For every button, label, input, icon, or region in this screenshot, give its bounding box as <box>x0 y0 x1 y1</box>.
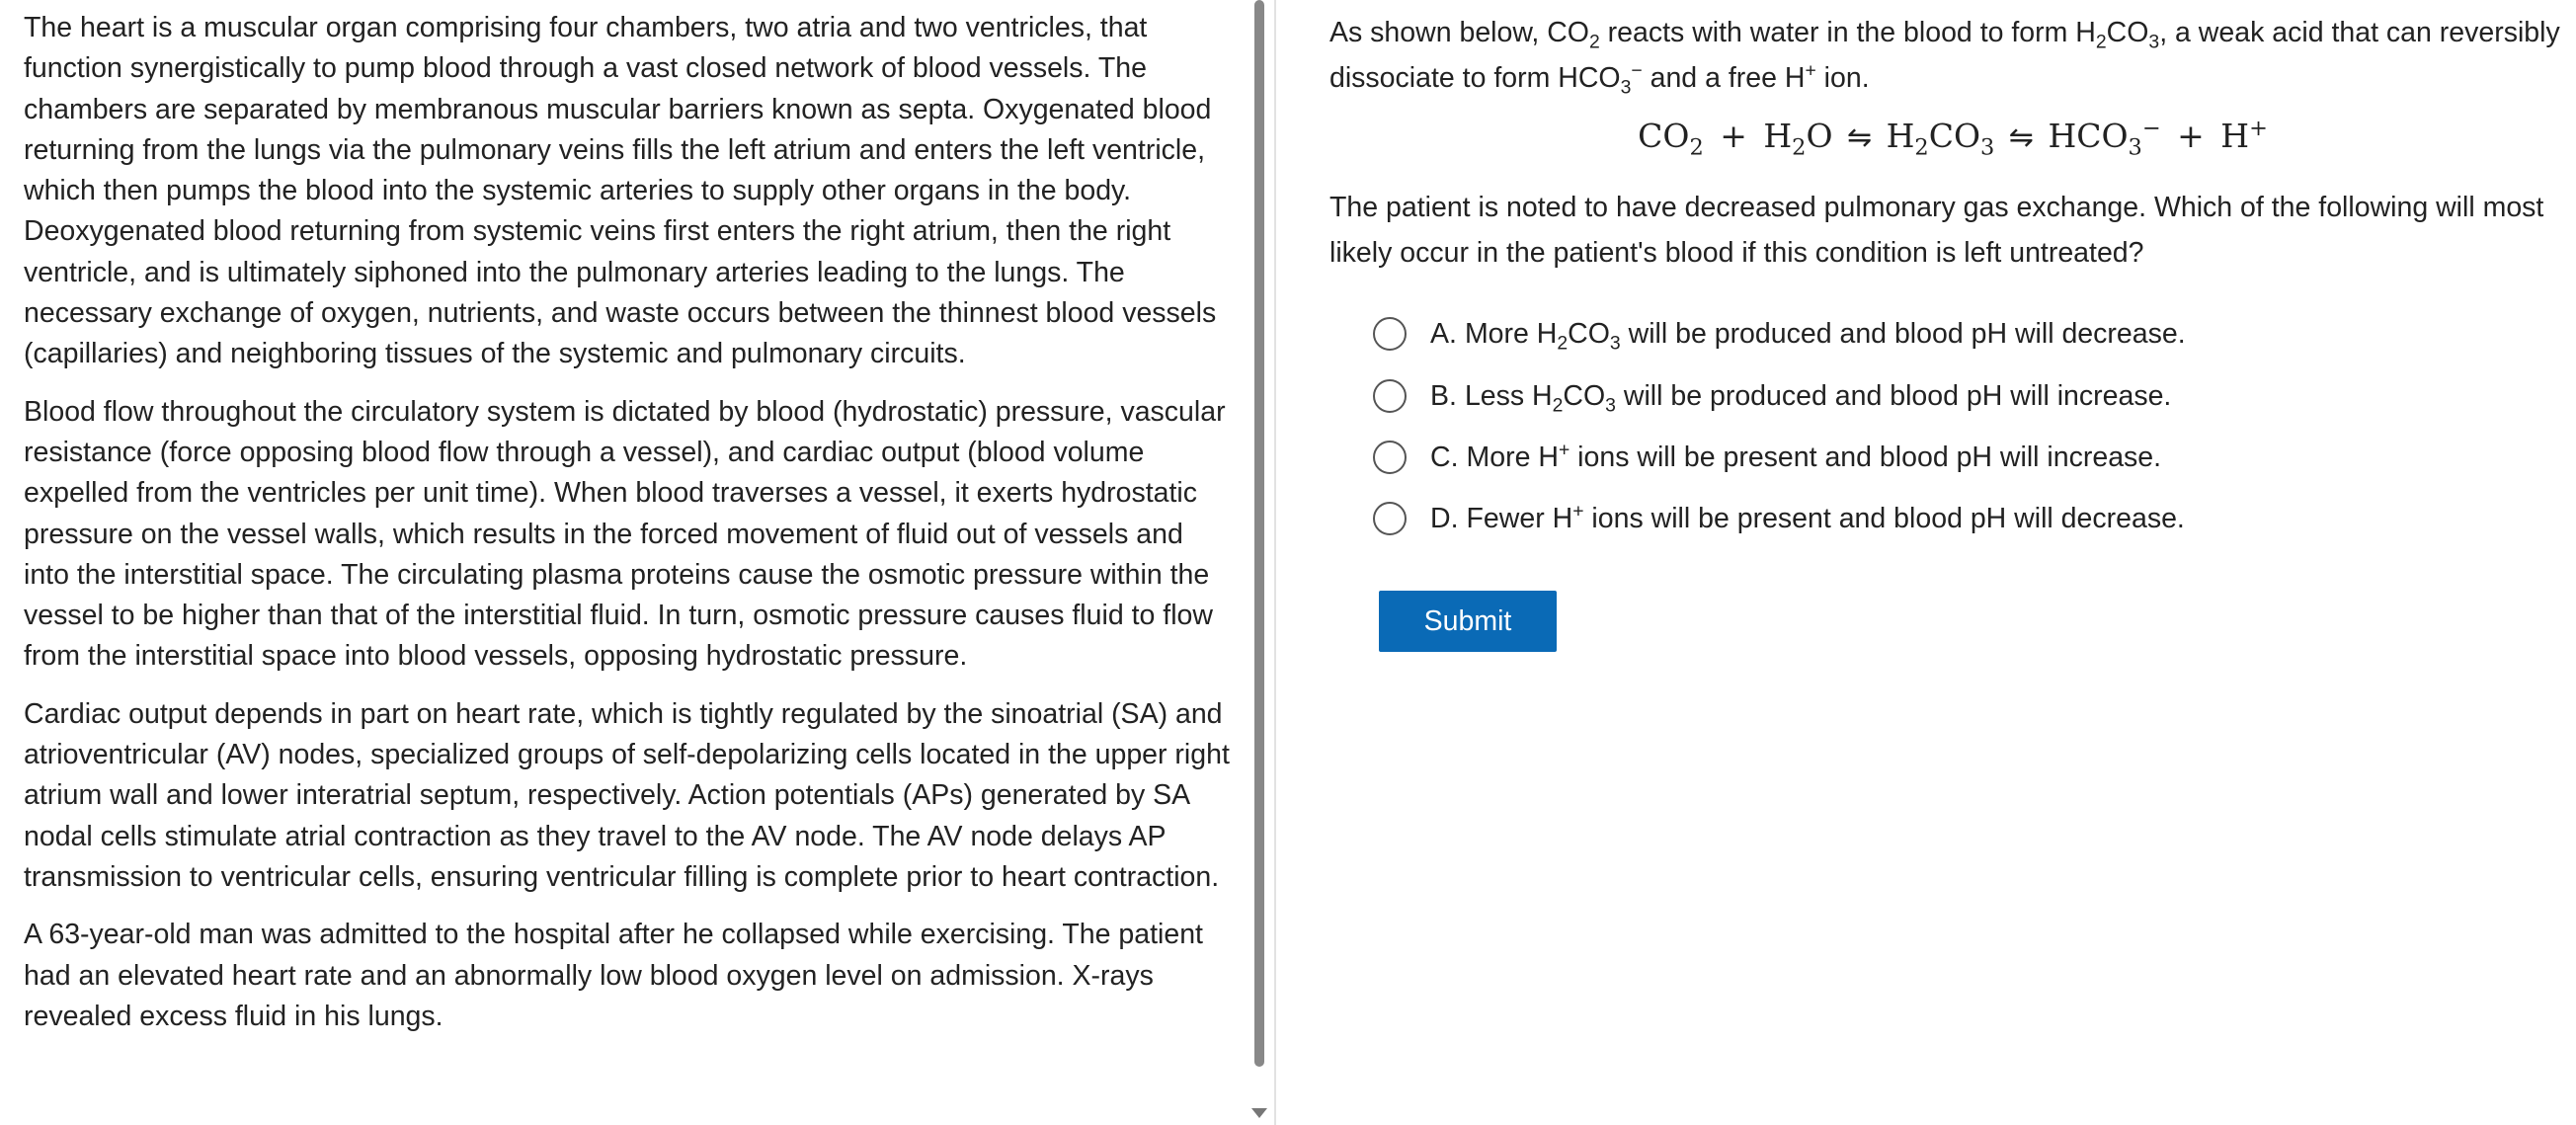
subscript: 2 <box>1588 31 1600 53</box>
intro-text: , a weak acid that can reversibly dissociate to form HCO <box>1329 17 2560 94</box>
equation-subscript: 3 <box>2128 134 2142 161</box>
subscript: 2 <box>1557 332 1569 355</box>
subscript: 2 <box>1552 394 1564 417</box>
choice-text-part: CO <box>1568 317 1610 350</box>
answer-choice-text[interactable] <box>1430 439 2162 474</box>
equation-term: HCO <box>2048 117 2129 155</box>
intro-text: reacts with water in the blood to form H <box>1599 17 2096 48</box>
passage-paragraph-3: Cardiac output depends in part on heart rate, which is tightly regulated by the sinoatrial (SA) and atrioventricular (AV) nodes, specialized groups of self-depolarizing cells located in the upper right atrium wall and lower interatrial septum, respectively. Action potentials (APs) generated by SA nodal cells stimulate atrial contraction as they travel to the AV node. The AV node delays AP transmission to ventricular cells, ensuring ventricular filling is complete prior to heart contraction. <box>24 697 1230 893</box>
answer-choice-d[interactable] <box>1373 497 2185 540</box>
subscript: 2 <box>2095 31 2107 53</box>
equation-subscript: 2 <box>1914 134 1929 161</box>
subscript: 3 <box>1620 76 1632 99</box>
answer-choice-c[interactable] <box>1373 436 2161 479</box>
intro-text: ion. <box>1815 62 1870 94</box>
intro-text: As shown below, CO <box>1329 17 1589 48</box>
radio-button-a[interactable] <box>1373 317 1407 351</box>
passage-paragraph-1: The heart is a muscular organ comprising four chambers, two atria and two ventricles, that function synergistically to pump blood through a vast closed network of blood vessels. The chambers are separated by membranous muscular barriers known as septa. Oxygenated blood returning from the lungs via the pulmonary veins fills the left atrium and enters the left ventricle, which then pumps the blood into the systemic arteries to supply other organs in the body. Deoxygenated blood returning from systemic veins first enters the right atrium, then the right ventricle, and is ultimately siphoned into the pulmonary arteries leading to the lungs. The necessary exchange of oxygen, nutrients, and waste occurs between the thinnest blood vessels (capillaries) and neighboring tissues of the systemic and pulmonary circuits. <box>24 12 1217 370</box>
choice-letter: B. <box>1430 379 1457 412</box>
chemical-equation <box>1329 116 2576 161</box>
intro-text: CO <box>2106 17 2149 48</box>
superscript: + <box>1805 59 1816 82</box>
superscript: − <box>1631 59 1643 82</box>
choice-text-part: More H <box>1464 317 1558 350</box>
subscript: 3 <box>1609 332 1621 355</box>
radio-button-d[interactable] <box>1373 502 1407 535</box>
scrollbar-thumb[interactable] <box>1254 0 1264 1067</box>
choice-text-part: CO <box>1563 379 1606 412</box>
choice-letter: D. <box>1430 502 1459 534</box>
equation-term: O <box>1806 117 1833 155</box>
answer-choice-text[interactable] <box>1430 317 2186 355</box>
superscript: + <box>1572 500 1584 522</box>
scroll-down-arrow-icon[interactable] <box>1251 1108 1267 1118</box>
passage-scrollbar[interactable] <box>1247 0 1272 1125</box>
equation-term: H <box>2220 117 2250 155</box>
choice-text-part: ions will be present and blood pH will increase. <box>1570 441 2162 473</box>
intro-text: and a free H <box>1642 62 1806 94</box>
equation-term: H <box>1763 117 1793 155</box>
submit-button[interactable]: Submit <box>1379 591 1557 652</box>
choice-letter: C. <box>1430 441 1459 473</box>
choice-text-part: More H <box>1466 441 1559 473</box>
question-stem: The patient is noted to have decreased pulmonary gas exchange. Which of the following will most likely occur in the patient's blood if this condition is left untreated? <box>1329 192 2544 269</box>
choice-letter: A. <box>1430 317 1457 350</box>
equation-term: CO <box>1638 117 1690 155</box>
answer-choice-b[interactable] <box>1373 374 2171 418</box>
answer-choice-a[interactable] <box>1373 312 2186 356</box>
equation-plus: + <box>1720 117 1747 155</box>
equation-superscript: + <box>2249 116 2268 141</box>
equation-plus: + <box>2177 117 2205 155</box>
question-pane <box>1329 0 2576 1125</box>
equation-term: CO <box>1928 117 1981 155</box>
passage-paragraph-4: A 63-year-old man was admitted to the hospital after he collapsed while exercising. The patient had an elevated heart rate and an abnormally low blood oxygen level on admission. X-rays revealed excess fluid in his lungs. <box>24 919 1203 1032</box>
pane-divider <box>1274 0 1276 1125</box>
choice-text-part: ions will be present and blood pH will decrease. <box>1583 502 2185 534</box>
equation-term: H <box>1886 117 1915 155</box>
passage-pane <box>0 0 1247 1125</box>
subscript: 3 <box>1605 394 1616 417</box>
question-intro <box>1329 10 2576 101</box>
equation-superscript: − <box>2141 116 2161 141</box>
equilibrium-arrow-icon: ⇋ <box>2008 121 2034 155</box>
subscript: 3 <box>2148 31 2160 53</box>
radio-button-c[interactable] <box>1373 441 1407 474</box>
choice-text-part: will be produced and blood pH will decrease. <box>1620 317 2186 350</box>
passage-paragraph-2: Blood flow throughout the circulatory system is dictated by blood (hydrostatic) pressure, vascular resistance (force opposing blood flow through a vessel), and cardiac output (blood volume expelled from the ventricles per unit time). When blood traverses a vessel, it exerts hydrostatic pressure on the vessel walls, which results in the forced movement of fluid out of vessels and into the interstitial space. The circulating plasma proteins cause the osmotic pressure within the vessel to be higher than that of the interstitial fluid. In turn, osmotic pressure causes fluid to flow from the interstitial space into blood vessels, opposing hydrostatic pressure. <box>24 395 1226 673</box>
answer-choice-text[interactable] <box>1430 379 2172 417</box>
superscript: + <box>1558 439 1570 460</box>
answer-choice-text[interactable] <box>1430 500 2185 535</box>
equilibrium-arrow-icon: ⇋ <box>1847 121 1873 155</box>
equation-subscript: 3 <box>1980 134 1995 161</box>
passage-text <box>24 8 1234 1054</box>
choice-text-part: Less H <box>1464 379 1553 412</box>
equation-subscript: 2 <box>1689 134 1704 161</box>
choice-text-part: will be produced and blood pH will increase. <box>1615 379 2172 412</box>
radio-button-b[interactable] <box>1373 379 1407 413</box>
choice-text-part: Fewer H <box>1466 502 1573 534</box>
equation-subscript: 2 <box>1792 134 1807 161</box>
